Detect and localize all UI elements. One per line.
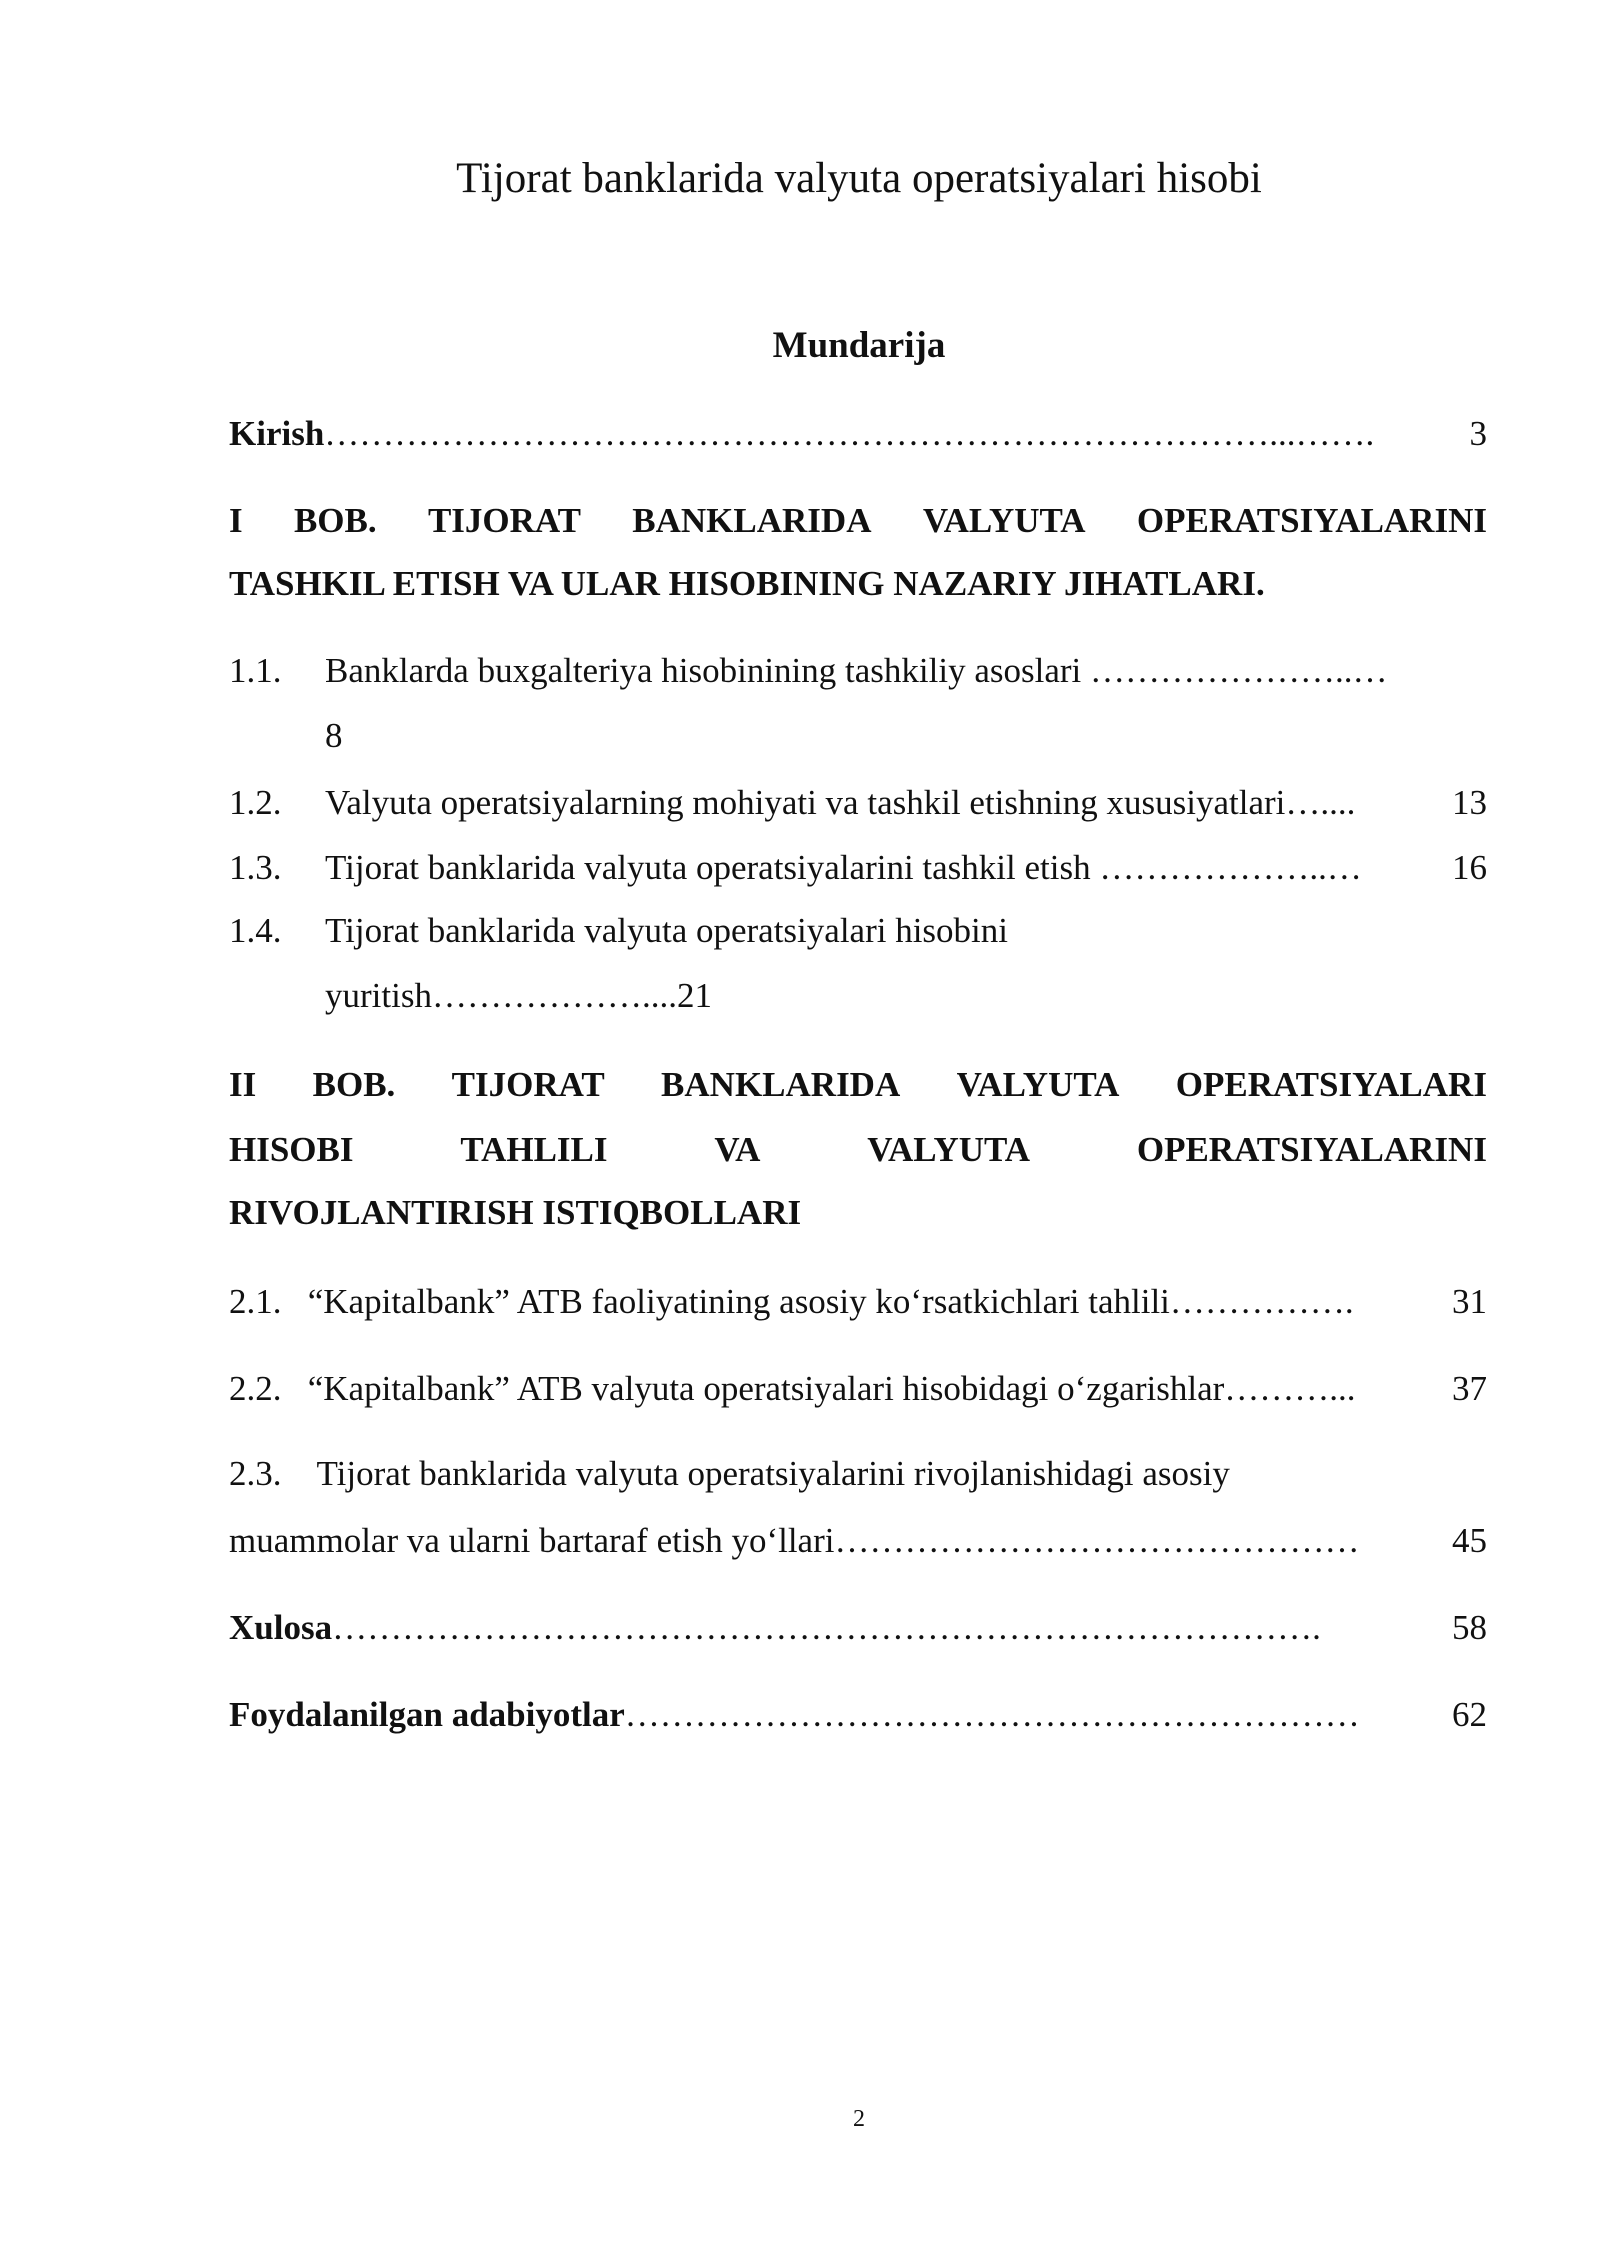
- toc-page-number: 13: [1452, 783, 1487, 822]
- section-title-continuation: muammolar va ularni bartaraf etish yo‘llari: [229, 1521, 835, 1560]
- heading-word: VALYUTA: [922, 501, 1086, 540]
- toc-leader: ………………..…: [1099, 848, 1362, 887]
- section-number: 1.4.: [229, 911, 282, 950]
- section-number: 2.1.: [229, 1282, 282, 1321]
- toc-entry-1-2[interactable]: [229, 783, 1487, 823]
- chapter-1-heading-line-1[interactable]: [229, 501, 1487, 541]
- heading-word: TIJORAT: [427, 501, 581, 540]
- heading-word: TIJORAT: [451, 1065, 605, 1104]
- toc-entry-xulosa[interactable]: [229, 1608, 1487, 1648]
- toc-entry-1-1[interactable]: [229, 653, 1388, 688]
- toc-page-number: 3: [1469, 414, 1487, 453]
- toc-entry-label: Xulosa: [229, 1608, 333, 1647]
- toc-leader: ………………………………………………………: [624, 1695, 1360, 1734]
- document-title: Tijorat banklarida valyuta operatsiyalari hisobi: [456, 155, 1262, 202]
- toc-leader: ………...: [1224, 1369, 1356, 1408]
- toc-leader: ………………....: [431, 976, 677, 1015]
- section-title: Tijorat banklarida valyuta operatsiyalari hisobini: [325, 911, 1008, 950]
- toc-page-number: 37: [1452, 1369, 1487, 1408]
- toc-page-number: 16: [1452, 848, 1487, 887]
- toc-entry-1-3[interactable]: [229, 848, 1487, 888]
- heading-word: HISOBI: [229, 1130, 354, 1169]
- chapter-2-heading-line-3[interactable]: RIVOJLANTIRISH ISTIQBOLLARI: [229, 1193, 802, 1232]
- toc-entry-label: Kirish: [229, 414, 325, 453]
- chapter-2-heading-line-1[interactable]: [229, 1065, 1487, 1105]
- toc-entry-2-3[interactable]: [229, 1456, 1230, 1491]
- section-number: 2.2.: [229, 1369, 282, 1408]
- chapter-1-heading-line-2[interactable]: TASHKIL ETISH VA ULAR HISOBINING NAZARIY JIHATLARI.: [229, 564, 1265, 603]
- heading-word: BANKLARIDA: [632, 501, 872, 540]
- toc-heading: Mundarija: [772, 325, 946, 366]
- section-title: “Kapitalbank” ATB valyuta operatsiyalari hisobidagi o‘zgarishlar: [307, 1369, 1225, 1408]
- toc-page-number: 58: [1452, 1608, 1487, 1647]
- heading-word: OPERATSIYALARINI: [1136, 1130, 1487, 1169]
- toc-page-number: 21: [676, 976, 712, 1015]
- toc-leader: ………………………………………: [834, 1521, 1360, 1560]
- section-title-continuation: yuritish: [325, 976, 432, 1015]
- toc-leader: ………………………………………………………………………….: [332, 1608, 1321, 1647]
- chapter-2-heading-line-2[interactable]: [229, 1130, 1487, 1170]
- heading-word: VA: [714, 1130, 761, 1169]
- toc-page-number: 8: [325, 716, 343, 755]
- section-title: Valyuta operatsiyalarning mohiyati va tashkil etishning xususiyatlari: [325, 783, 1286, 822]
- heading-word: II: [229, 1065, 257, 1104]
- heading-word: BOB.: [293, 501, 377, 540]
- toc-leader: …………………..…: [1090, 651, 1388, 690]
- toc-entry-2-1[interactable]: [229, 1282, 1487, 1322]
- heading-word: VALYUTA: [956, 1065, 1120, 1104]
- section-number: 2.3.: [229, 1454, 282, 1493]
- section-title: Tijorat banklarida valyuta operatsiyalarini rivojlanishidagi asosiy: [316, 1454, 1230, 1493]
- toc-page-number: 31: [1452, 1282, 1487, 1321]
- heading-word: OPERATSIYALARI: [1175, 1065, 1487, 1104]
- toc-entry-1-4-continuation: [325, 978, 712, 1013]
- section-number: 1.2.: [229, 783, 282, 822]
- toc-entry-adabiyotlar[interactable]: [229, 1695, 1487, 1735]
- heading-word: BANKLARIDA: [661, 1065, 901, 1104]
- heading-word: TAHLILI: [460, 1130, 608, 1169]
- toc-entry-kirish[interactable]: [229, 414, 1487, 454]
- toc-entry-label: Foydalanilgan adabiyotlar: [229, 1695, 625, 1734]
- section-number: 1.3.: [229, 848, 282, 887]
- toc-entry-2-2[interactable]: [229, 1369, 1487, 1409]
- page-number: 2: [853, 2106, 865, 2132]
- toc-leader: …....: [1285, 783, 1356, 822]
- toc-entry-2-3-continuation: [229, 1521, 1487, 1561]
- section-title: “Kapitalbank” ATB faoliyatining asosiy ko‘rsatkichlari tahlili: [307, 1282, 1170, 1321]
- section-number: 1.1.: [229, 651, 282, 690]
- toc-page-number: 62: [1452, 1695, 1487, 1734]
- heading-word: OPERATSIYALARINI: [1136, 501, 1487, 540]
- toc-entry-1-4[interactable]: [229, 913, 1008, 948]
- section-title: Banklarda buxgalteriya hisobinining tashkiliy asoslari: [325, 651, 1082, 690]
- heading-word: I: [229, 501, 243, 540]
- toc-page-number: 45: [1452, 1521, 1487, 1560]
- heading-word: BOB.: [312, 1065, 396, 1104]
- toc-leader: ………………………………………………………………………...…….: [324, 414, 1375, 453]
- heading-word: VALYUTA: [867, 1130, 1031, 1169]
- section-title: Tijorat banklarida valyuta operatsiyalarini tashkil etish: [325, 848, 1091, 887]
- toc-leader: …………….: [1169, 1282, 1354, 1321]
